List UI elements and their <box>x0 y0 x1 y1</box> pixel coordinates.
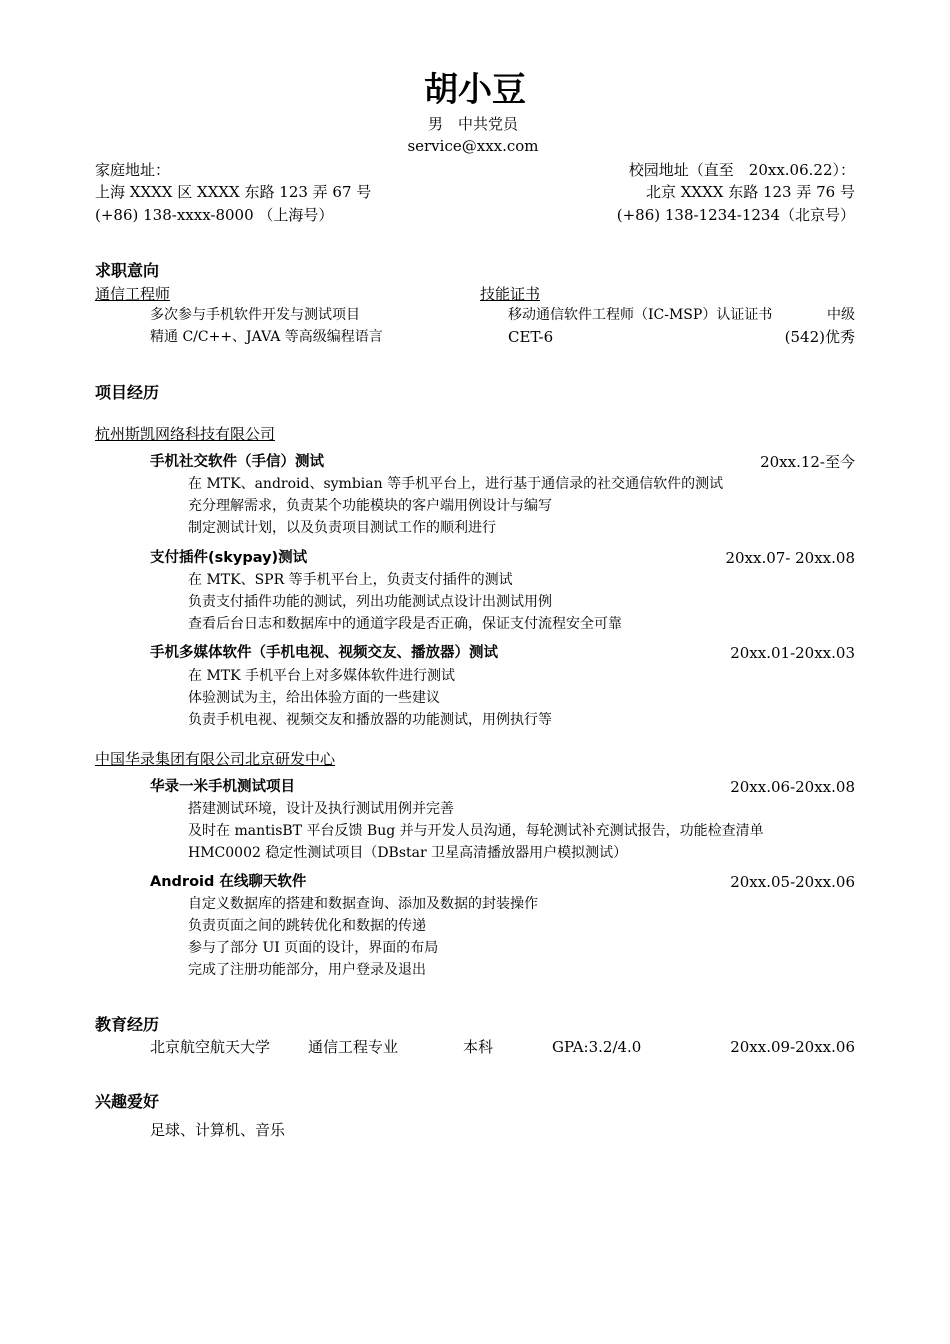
education-date: 20xx.09-20xx.06 <box>730 1038 855 1056</box>
education-school: 北京航空航天大学 <box>150 1038 271 1056</box>
cert-title: 技能证书 <box>480 285 541 303</box>
project-point: 在 MTK 手机平台上对多媒体软件进行测试 <box>188 668 456 684</box>
project-point: 充分理解需求，负责某个功能模块的客户端用例设计与编写 <box>188 498 552 514</box>
home-address: 上海 XXXX 区 XXXX 东路 123 弄 67 号 <box>95 183 372 201</box>
project-title: Android 在线聊天软件 <box>150 874 307 890</box>
email[interactable]: service@xxx.com <box>407 137 539 155</box>
campus-phone: (+86) 138-1234-1234（北京号） <box>616 206 855 224</box>
project-point: 制定测试计划，以及负责项目测试工作的顺利进行 <box>188 520 496 536</box>
cert-level: (542)优秀 <box>784 328 855 346</box>
project-date: 20xx.01-20xx.03 <box>730 644 855 662</box>
education-degree: 本科 <box>463 1038 494 1056</box>
project-point: 搭建测试环境，设计及执行测试用例并完善 <box>188 801 454 817</box>
candidate-name: 胡小豆 <box>424 70 526 110</box>
project-title: 华录一米手机测试项目 <box>150 779 295 795</box>
home-address-label: 家庭地址： <box>95 161 171 179</box>
cert-name: CET-6 <box>508 328 554 346</box>
objective-point: 精通 C/C++、JAVA 等高级编程语言 <box>150 329 383 345</box>
cert-name: 移动通信软件工程师（IC-MSP）认证证书 <box>508 307 773 323</box>
project-date: 20xx.07- 20xx.08 <box>725 549 855 567</box>
project-point: HMC0002 稳定性测试项目（DBstar 卫星高清播放器用户模拟测试） <box>188 845 628 861</box>
objective-position: 通信工程师 <box>95 285 171 303</box>
project-point: 及时在 mantisBT 平台反馈 Bug 并与开发人员沟通，每轮测试补充测试报告，功能检查清单 <box>188 823 764 839</box>
project-point: 参与了部分 UI 页面的设计，界面的布局 <box>188 940 439 956</box>
hobbies-text: 足球、计算机、音乐 <box>150 1121 286 1139</box>
project-point: 在 MTK、SPR 等手机平台上，负责支付插件的测试 <box>188 572 513 588</box>
project-point: 体验测试为主，给出体验方面的一些建议 <box>188 690 440 706</box>
project-point: 自定义数据库的搭建和数据查询、添加及数据的封装操作 <box>188 896 538 912</box>
project-title: 支付插件(skypay)测试 <box>150 550 308 566</box>
campus-address-label: 校园地址（直至 20xx.06.22）： <box>628 161 855 179</box>
project-point: 在 MTK、android、symbian 等手机平台上，进行基于通信录的社交通信软件的测试 <box>188 476 724 492</box>
project-date: 20xx.05-20xx.06 <box>730 873 855 891</box>
project-title: 手机多媒体软件（手机电视、视频交友、播放器）测试 <box>150 645 498 661</box>
education-gpa: GPA:3.2/4.0 <box>552 1038 642 1056</box>
project-title: 手机社交软件（手信）测试 <box>150 454 324 470</box>
home-phone: (+86) 138-xxxx-8000 （上海号） <box>95 206 334 224</box>
project-point: 查看后台日志和数据库中的通道字段是否正确，保证支付流程安全可靠 <box>188 616 622 632</box>
section-title-objective: 求职意向 <box>95 261 160 280</box>
education-major: 通信工程专业 <box>308 1038 399 1056</box>
section-title-hobbies: 兴趣爱好 <box>95 1092 160 1111</box>
gender-party: 男 中共党员 <box>427 115 518 133</box>
project-point: 完成了注册功能部分，用户登录及退出 <box>188 962 426 978</box>
project-date: 20xx.12-至今 <box>760 453 855 471</box>
campus-address: 北京 XXXX 东路 123 弄 76 号 <box>645 183 855 201</box>
project-point: 负责页面之间的跳转优化和数据的传递 <box>188 918 426 934</box>
project-date: 20xx.06-20xx.08 <box>730 778 855 796</box>
section-title-projects: 项目经历 <box>95 383 160 402</box>
project-point: 负责手机电视、视频交友和播放器的功能测试，用例执行等 <box>188 712 552 728</box>
company-name: 中国华录集团有限公司北京研发中心 <box>95 750 336 768</box>
company-name: 杭州斯凯网络科技有限公司 <box>95 425 276 443</box>
cert-level: 中级 <box>827 307 855 323</box>
objective-point: 多次参与手机软件开发与测试项目 <box>150 307 360 323</box>
project-point: 负责支付插件功能的测试，列出功能测试点设计出测试用例 <box>188 594 552 610</box>
section-title-education: 教育经历 <box>95 1015 160 1034</box>
